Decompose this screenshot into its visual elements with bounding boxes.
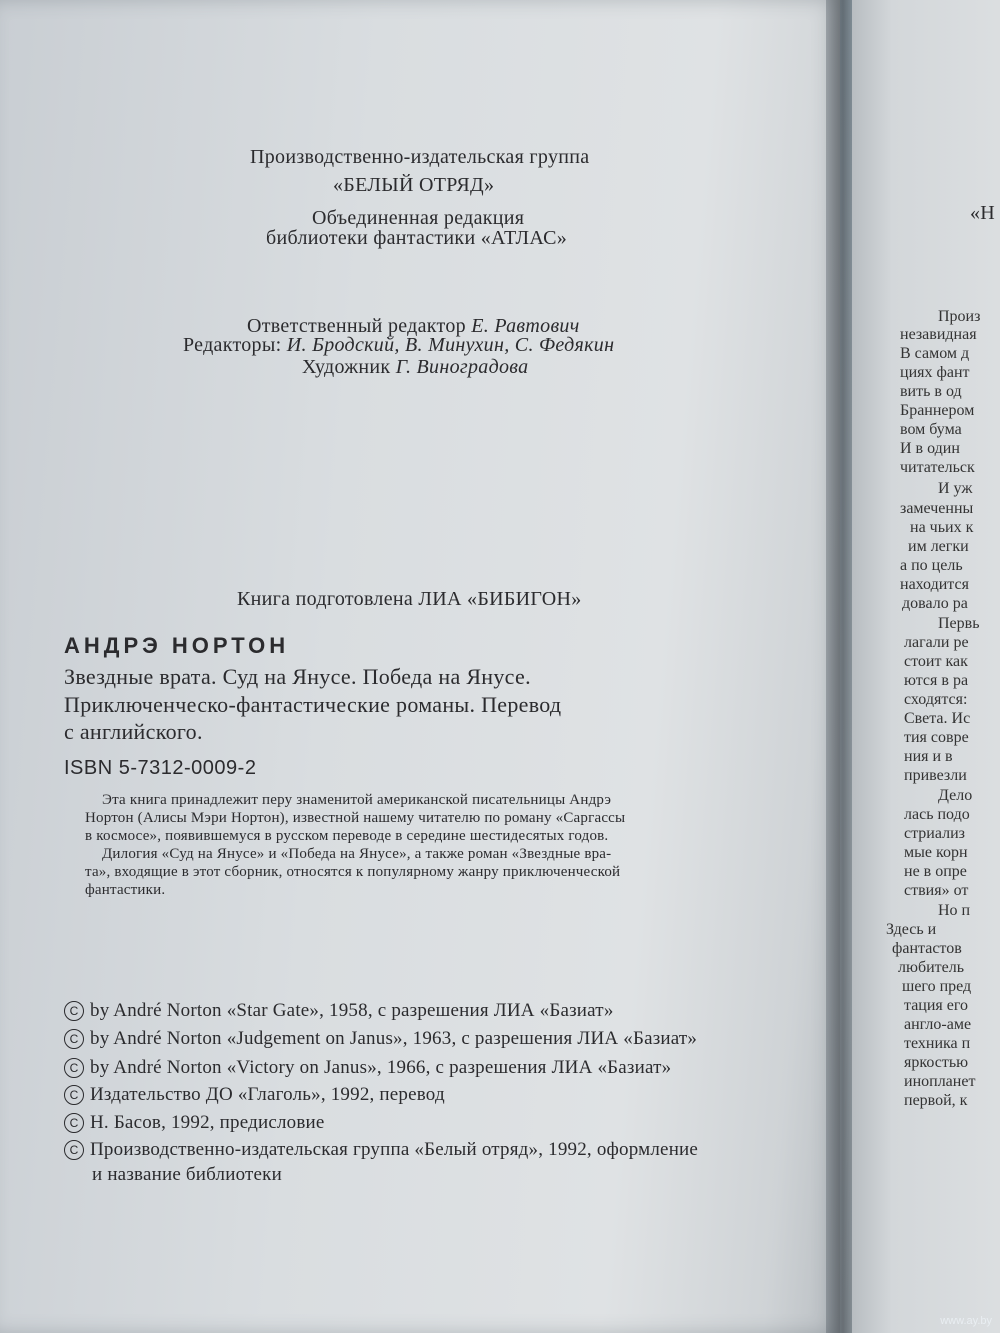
artist-line [302,356,528,379]
artist-label: Художник [302,356,391,378]
annotation-line: Нортон (Алисы Мэри Нортон), известной нашему читателю по роману «Саргассы [85,810,626,826]
right-page-line: им легки [908,538,969,555]
right-page-line: ются в ра [904,672,969,689]
right-page-line: вом бума [900,421,962,438]
title-line-3: с английского. [64,719,203,744]
right-page-line: замеченны [900,500,974,517]
editors-names: И. Бродский, В. Минухин, С. Федякин [286,334,615,356]
right-page-line: лась подо [904,806,970,823]
prepared-by [237,588,582,611]
copyright-icon: C [64,1113,84,1133]
resp-editor-label: Ответственный редактор [247,315,466,337]
copyright-icon: C [64,1140,84,1160]
right-page-line: сходятся: [904,691,968,708]
right-page-line: лагали ре [904,634,969,651]
right-page-line: привезли [904,767,967,784]
right-page-line: шего пред [902,978,972,995]
annotation-line: Дилогия «Суд на Янусе» и «Победа на Янусе», а также роман «Звездные вра- [102,846,612,862]
right-page-line: ствия» от [904,882,969,899]
copyright-icon: C [64,1085,84,1105]
editors-label: Редакторы: [183,334,282,356]
right-page-line: стриализ [904,825,965,842]
right-page-line: довало ра [902,595,968,612]
right-page-line: читательск [900,459,975,476]
artist-name: Г. Виноградова [395,356,529,378]
right-page-line: тия совре [904,729,969,746]
right-page-line: англо-аме [904,1016,972,1033]
editorial-line-1: Объединенная редакция [312,207,525,229]
resp-editor-name: Е. Равтович [471,315,580,337]
right-page-line: И в один [900,440,960,457]
editors-line [183,334,614,357]
right-page-line: инопланет [904,1073,976,1090]
right-page [852,0,1000,1333]
right-page-line: фантастов [892,940,962,957]
annotation-line: в космосе», появившемуся в русском переводе в середине шестидесятых годов. [85,828,609,844]
right-page-line: находится [900,576,969,593]
right-page-line: первой, к [904,1092,968,1109]
publisher-name: «БЕЛЫЙ ОТРЯД» [333,174,495,196]
isbn: ISBN 5-7312-0009-2 [64,757,257,779]
title-line-1: Звездные врата. Суд на Янусе. Победа на Янусе. [64,664,531,689]
right-page-line: стоит как [904,653,968,670]
right-page-line: техника п [904,1035,971,1052]
right-page-line: тация его [904,997,969,1014]
editorial-line-2: библиотеки фантастики «АТЛАС» [266,227,568,249]
title-line-2: Приключенческо-фантастические романы. Перевод [64,692,562,717]
annotation-line: Эта книга принадлежит перу знаменитой американской писательницы Андрэ [102,792,612,808]
annotation-line: та», входящие в этот сборник, относятся к популярному жанру приключенческой [85,864,621,880]
copyright-line: C Производственно-издательская группа «Белый отряд», 1992, оформление [64,1139,698,1161]
annotation-line: фантастики. [85,882,166,898]
copyright-line: C by André Norton «Star Gate», 1958, с разрешения ЛИА «Базиат» [64,1000,614,1022]
right-page-line: И уж [938,480,973,497]
right-page-line: не в опре [904,863,967,880]
right-page-line: Но п [938,902,971,919]
prepared-name: ЛИА «БИБИГОН» [418,588,582,610]
copyright-icon: C [64,1058,84,1078]
copyright-line: C by André Norton «Judgement on Janus», 1963, с разрешения ЛИА «Базиат» [64,1028,697,1050]
right-page-line: мые корн [904,844,968,861]
right-page-line: Первь [938,615,980,632]
right-page-line: Браннером [900,402,975,419]
right-page-line: Света. Ис [904,710,971,727]
right-page-line: Произ [938,308,981,325]
copyright-last-line: и название библиотеки [92,1164,282,1185]
watermark: www.ay.by [940,1315,992,1327]
copyright-line: C by André Norton «Victory on Janus», 1966, с разрешения ЛИА «Базиат» [64,1057,671,1079]
copyright-line: C Издательство ДО «Глаголь», 1992, перевод [64,1084,445,1106]
right-page-line: В самом д [900,345,970,362]
right-page-line: яркостью [904,1054,969,1071]
right-page-line: циях фант [900,364,970,381]
copyright-line: C Н. Басов, 1992, предисловие [64,1112,325,1134]
right-page-line: вить в од [900,383,962,400]
right-page-line: Дело [938,787,973,804]
copyright-icon: C [64,1001,84,1021]
publisher-group: Производственно-издательская группа [250,146,590,168]
right-page-line: ния и в [904,748,953,765]
prepared-label: Книга подготовлена [237,588,414,610]
author-name: АНДРЭ НОРТОН [64,633,290,658]
right-page-line: а по цель [900,557,963,574]
right-page-line: любитель [898,959,965,976]
right-page-line: на чьих к [910,519,974,536]
right-heading: «Н [970,202,996,224]
right-page-line: незавидная [900,326,977,343]
right-page-line: Здесь и [886,921,937,938]
copyright-icon: C [64,1029,84,1049]
